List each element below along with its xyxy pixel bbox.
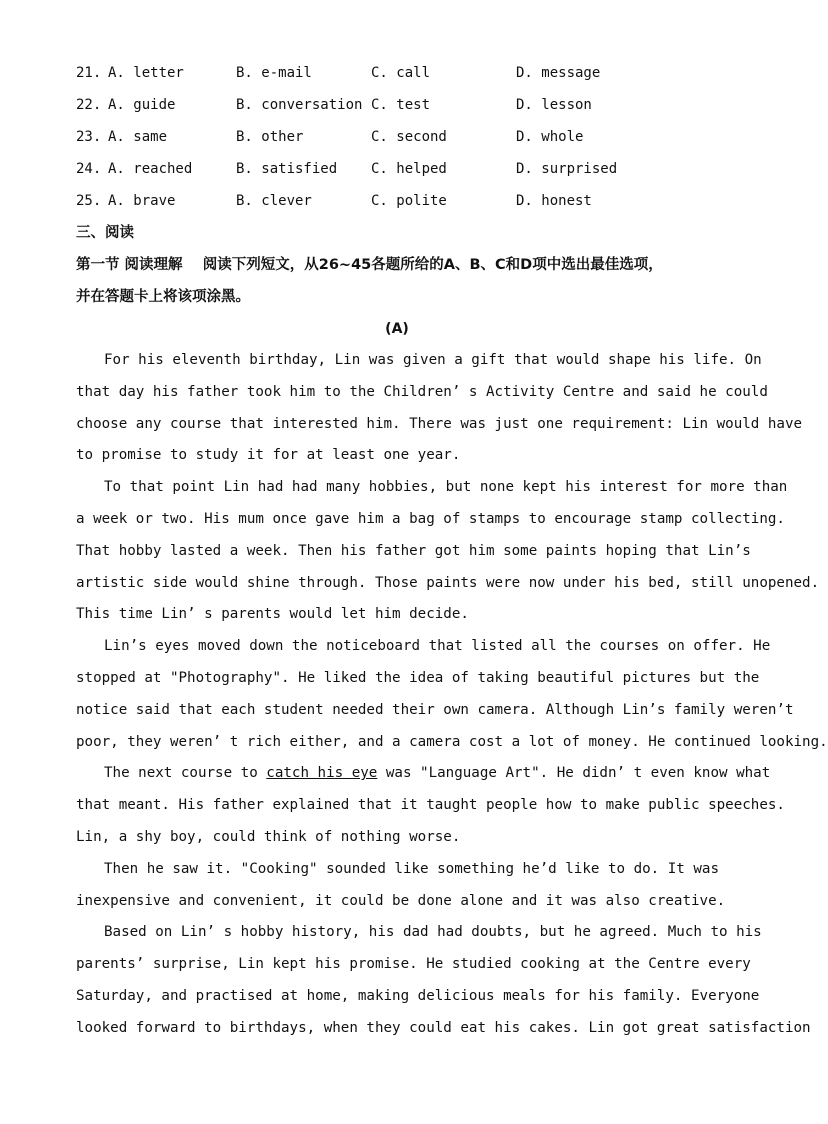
passage-line: Based on Lin’ s hobby history, his dad had doubts, but he agreed. Much to his	[104, 924, 762, 941]
passage-line: that day his father took him to the Children’ s Activity Centre and said he could	[76, 383, 768, 400]
reading-passage	[76, 349, 828, 1049]
option-c: C. second	[371, 129, 447, 145]
instruction-line: 并在答题卡上将该项涂黑。	[76, 289, 250, 305]
passage-line-with-underline	[76, 762, 771, 794]
option-c: C. polite	[371, 193, 447, 209]
option-b: B. clever	[236, 193, 312, 209]
passage-line: inexpensive and convenient, it could be done alone and it was also creative.	[76, 892, 726, 909]
passage-line: That hobby lasted a week. Then his father got him some paints hoping that Lin’s	[76, 542, 751, 559]
question-number: 21.	[76, 65, 102, 81]
question-number: 23.	[76, 129, 102, 145]
question-number: 22.	[76, 97, 102, 113]
option-b: B. conversation	[236, 97, 363, 113]
option-a: A. reached	[108, 161, 193, 177]
question-number: 24.	[76, 161, 102, 177]
passage-line: notice said that each student needed their own camera. Although Lin’s family weren’t	[76, 701, 794, 718]
question-23-options	[76, 126, 736, 158]
option-b: B. e-mail	[236, 65, 312, 81]
passage-line: Then he saw it. "Cooking" sounded like something he’d like to do. It was	[104, 860, 719, 877]
option-a: A. letter	[108, 65, 184, 81]
option-c: C. test	[371, 97, 431, 113]
passage-line: poor, they weren’ t rich either, and a camera cost a lot of money. He continued looking.	[76, 733, 828, 750]
option-d: D. message	[516, 65, 601, 81]
question-21-options	[76, 62, 736, 94]
question-22-options	[76, 94, 736, 126]
section-heading: 三、阅读	[76, 225, 134, 241]
passage-title: (A)	[385, 321, 409, 337]
passage-line: Saturday, and practised at home, making delicious meals for his family. Everyone	[76, 987, 760, 1004]
passage-line: For his eleventh birthday, Lin was given a gift that would shape his life. On	[104, 352, 762, 368]
question-25-options	[76, 190, 736, 222]
passage-text: was "Language Art". He didn’ t even know what	[377, 765, 771, 782]
passage-text: The next course to	[104, 765, 267, 782]
passage-line: artistic side would shine through. Those paints were now under his bed, still unopened.	[76, 574, 820, 591]
option-b: B. other	[236, 129, 304, 145]
passage-line: Lin, a shy boy, could think of nothing worse.	[76, 828, 461, 845]
passage-line: Lin’s eyes moved down the noticeboard that listed all the courses on offer. He	[104, 638, 771, 655]
option-c: C. call	[371, 65, 431, 81]
passage-line: to promise to study it for at least one year.	[76, 447, 461, 464]
option-a: A. guide	[108, 97, 176, 113]
passage-line: parents’ surprise, Lin kept his promise. He studied cooking at the Centre every	[76, 956, 751, 973]
passage-line: This time Lin’ s parents would let him decide.	[76, 606, 469, 623]
passage-line: choose any course that interested him. There was just one requirement: Lin would have	[76, 415, 803, 432]
option-a: A. same	[108, 129, 168, 145]
option-d: D. lesson	[516, 97, 592, 113]
passage-line: stopped at "Photography". He liked the idea of taking beautiful pictures but the	[76, 669, 760, 686]
option-d: D. surprised	[516, 161, 618, 177]
passage-line: that meant. His father explained that it taught people how to make public speeches.	[76, 797, 785, 814]
option-d: D. honest	[516, 193, 592, 209]
option-d: D. whole	[516, 129, 584, 145]
passage-line: looked forward to birthdays, when they could eat his cakes. Lin got great satisfaction	[76, 1019, 811, 1036]
option-c: C. helped	[371, 161, 447, 177]
option-b: B. satisfied	[236, 161, 338, 177]
answer-options-list	[76, 62, 736, 222]
underlined-phrase: catch his eye	[266, 765, 378, 782]
question-24-options	[76, 158, 736, 190]
question-number: 25.	[76, 193, 102, 209]
passage-line: To that point Lin had had many hobbies, but none kept his interest for more than	[104, 479, 788, 496]
option-a: A. brave	[108, 193, 176, 209]
passage-line: a week or two. His mum once gave him a bag of stamps to encourage stamp collecting.	[76, 510, 785, 527]
instruction-line: 第一节 阅读理解 阅读下列短文，从26~45各题所给的A、B、C和D项中选出最佳选项，	[76, 257, 663, 273]
